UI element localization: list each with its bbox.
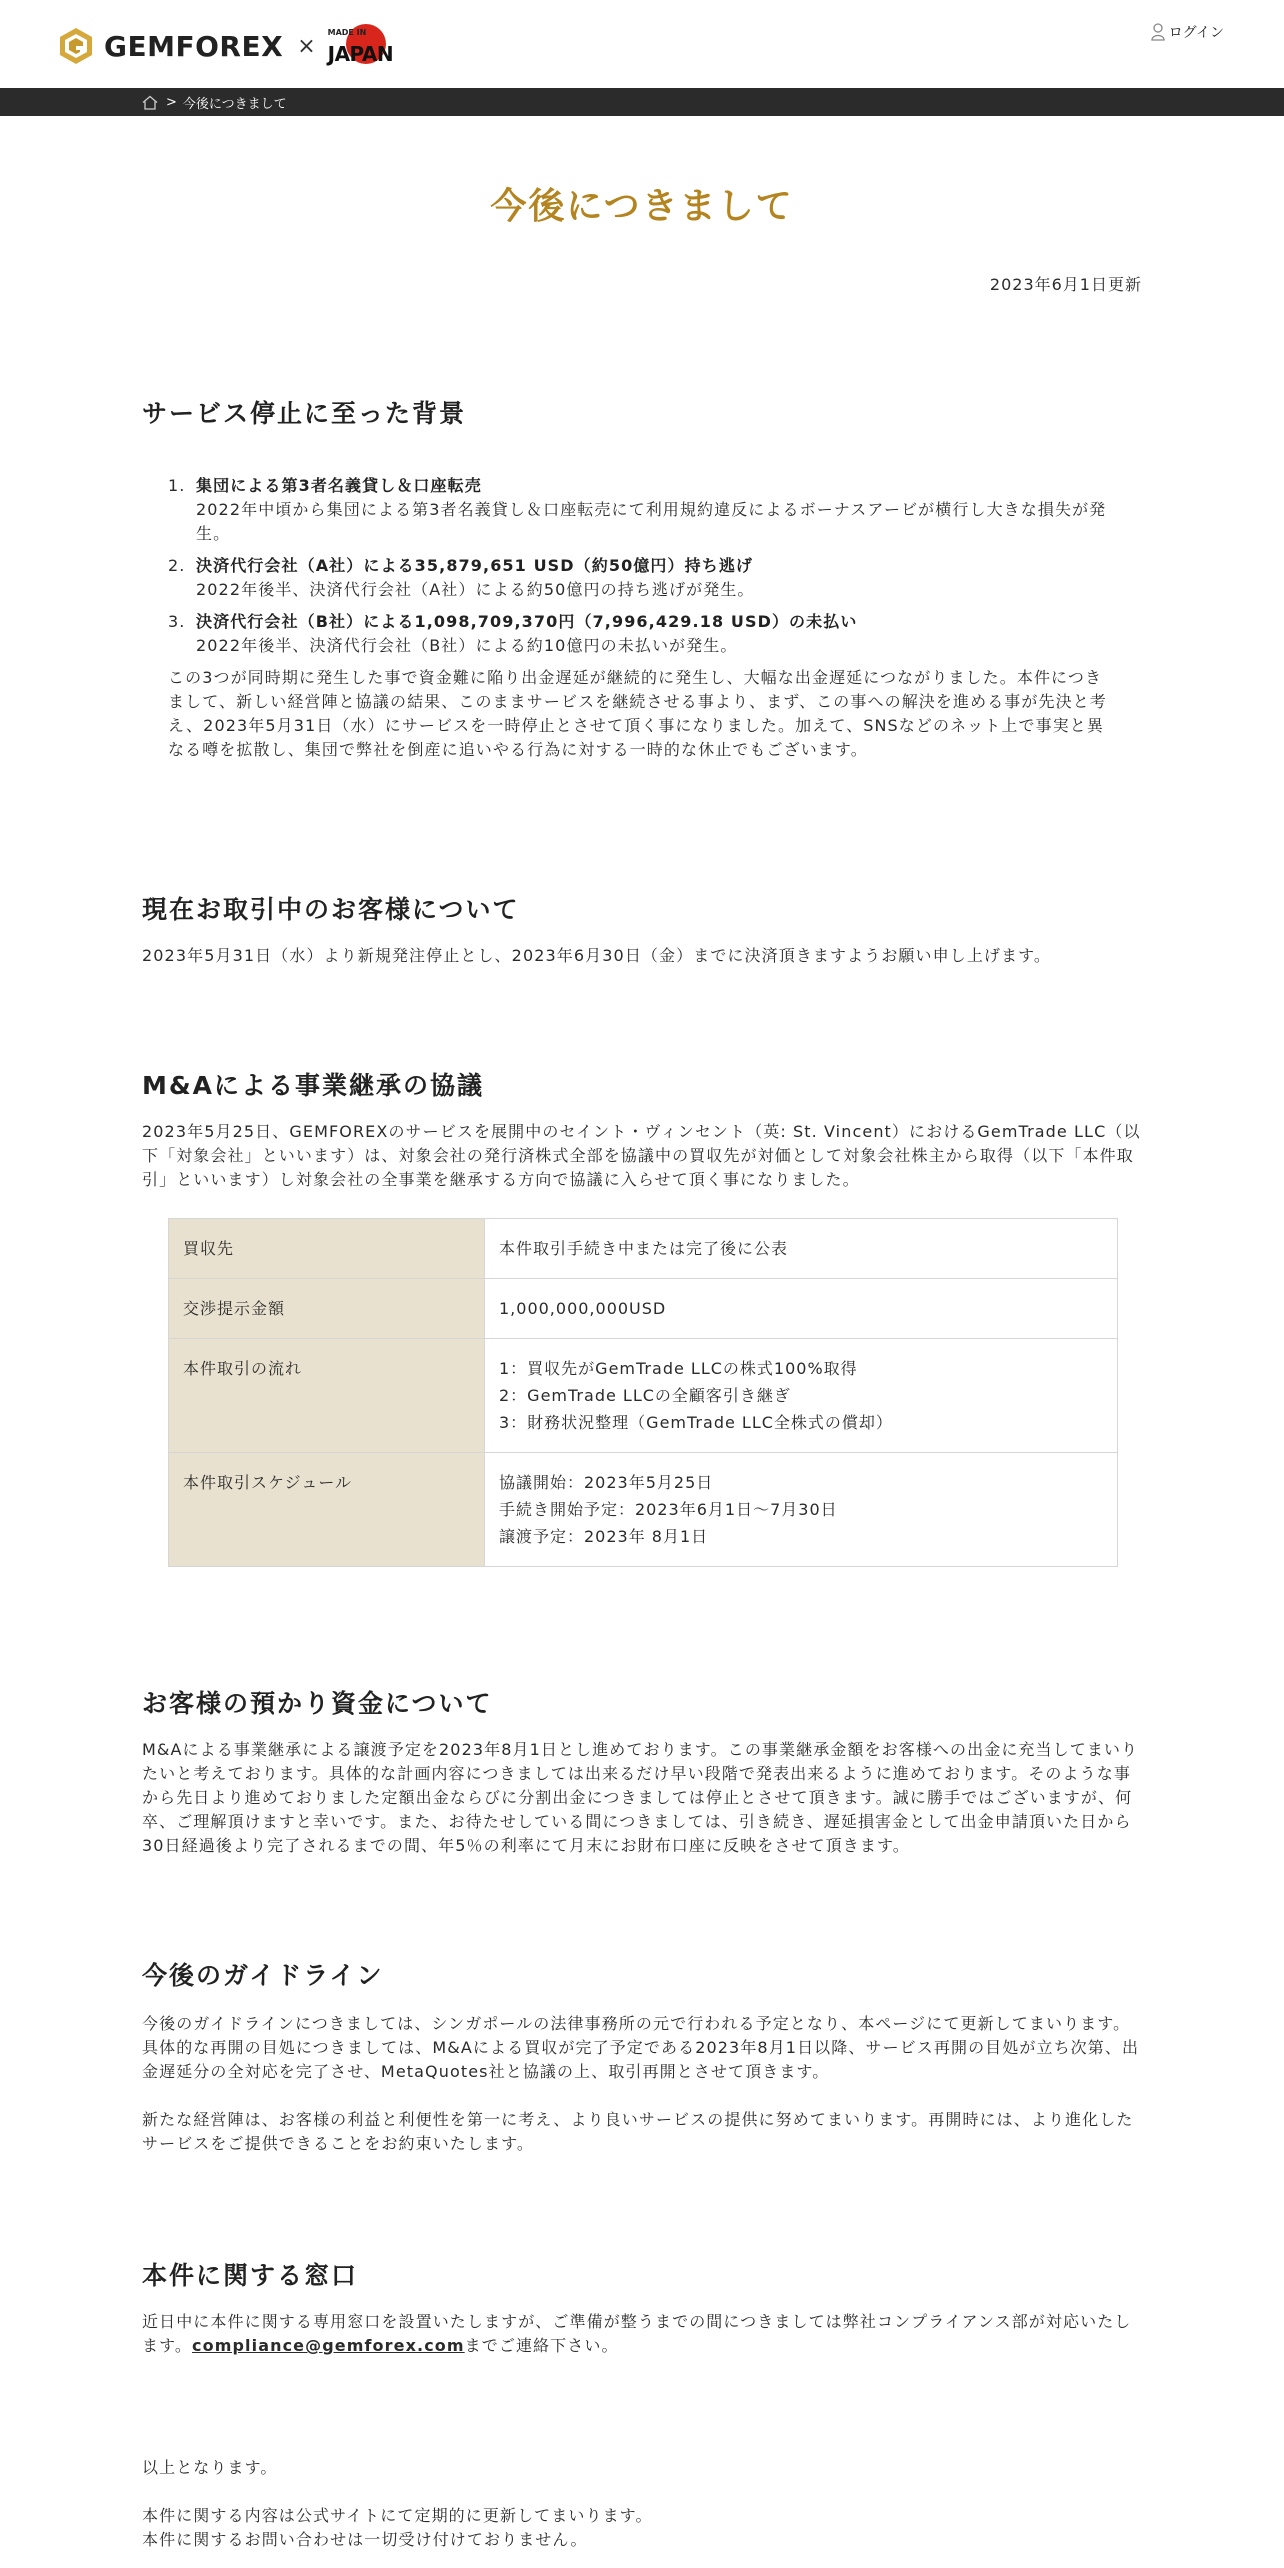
list-item-title: 決済代行会社（B社）による1,098,709,370円（7,996,429.18 USD）の未払い (196, 612, 858, 631)
page-title: 今後につきまして (490, 186, 794, 227)
list-item-body: 2022年後半、決済代行会社（B社）による約10億円の未払いが発生。 (196, 636, 738, 655)
contact-text-after: までご連絡下さい。 (464, 2336, 619, 2355)
table-value (485, 1339, 1118, 1453)
list-number: 1. (168, 476, 186, 495)
list-item (168, 474, 1118, 546)
gemforex-logo-icon (56, 26, 96, 66)
ma-text: 2023年5月25日、GEMFOREXのサービスを展開中のセイント・ヴィンセント（英: St. Vincent）におけるGemTrade LLC（以下「対象会社」といいます）は、対象会社の発行済株式全部を協議中の買収先が対価として対象会社株主から取得（以下「本件取引」といいます）し対象会社の全事業を継承する方向で協議に入らせて頂く事になりました。 (142, 1122, 1141, 1189)
table-value-line: 2：GemTrade LLCの全顧客引き継ぎ (499, 1386, 791, 1405)
home-icon[interactable] (142, 95, 158, 110)
times-symbol: × (297, 33, 316, 59)
table-value-line: 3：財務状況整理（GemTrade LLC全株式の償却） (499, 1413, 893, 1432)
table-key: 本件取引の流れ (169, 1339, 485, 1453)
updated-date: 2023年6月1日更新 (989, 275, 1142, 294)
deposits-text: M&Aによる事業継承による譲渡予定を2023年8月1日とし進めております。この事業継承金額をお客様への出金に充当してまいりたいと考えております。具体的な計画内容につきましては出来るだけ早い段階で発表出来るように進めております。そのような事から先日より進めておりました定額出金ならびに分割出金につきましては停止とさせて頂きます。誠に勝手ではございますが、何卒、ご理解頂けますと幸いです。また、お待たせしている間につきましては、引き続き、遅延損害金として出金申請頂いた日から30日経過後より完了されるまでの間、年5％の利率にて月末にお財布口座に反映をさせて頂きます。 (142, 1740, 1139, 1855)
table-row (169, 1453, 1118, 1567)
contact-text (142, 2310, 1142, 2358)
made-in-text: MADE IN (327, 28, 367, 37)
table-row (169, 1339, 1118, 1453)
list-item (168, 610, 1118, 658)
table-value-line: 手続き開始予定：2023年6月1日～7月30日 (499, 1500, 838, 1519)
list-item (168, 554, 1118, 602)
closing-line-1: 以上となります。 (142, 2458, 278, 2477)
background-summary: この3つが同時期に発生した事で資金難に陥り出金遅延が継続的に発生し、大幅な出金遅延につながりました。本件につきまして、新しい経営陣と協議の結果、このままサービスを継続させる事より、まず、この事への解決を進める事が先決と考え、2023年5月31日（水）にサービスを一時停止とさせて頂く事になりました。加えて、SNSなどのネット上で事実と異なる噂を拡散し、集団で弊社を倒産に追いやる行為に対する一時的な休止でもございます。 (168, 668, 1107, 759)
ma-details-table (168, 1218, 1118, 1567)
guidelines-text-2: 新たな経営陣は、お客様の利益と利便性を第一に考え、より良いサービスの提供に努めてまいります。再開時には、より進化したサービスをご提供できることをお約束いたします。 (142, 2110, 1134, 2153)
section-heading-contact: 本件に関する窓口 (142, 2261, 359, 2290)
breadcrumb-bar (0, 88, 1284, 116)
table-value (485, 1219, 1118, 1279)
table-value-line: 譲渡予定：2023年 8月1日 (499, 1527, 709, 1546)
compliance-email-link[interactable]: compliance@gemforex.com (192, 2336, 465, 2355)
made-in-japan-logo (328, 24, 398, 68)
table-value-line: 本件取引手続き中または完了後に公表 (499, 1239, 789, 1258)
login-link[interactable] (1151, 22, 1224, 42)
section-heading-guidelines: 今後のガイドライン (142, 1961, 384, 1990)
breadcrumb-current: 今後につきまして (182, 97, 287, 112)
current-customers-text: 2023年5月31日（水）より新規発注停止とし、2023年6月30日（金）までに決済頂きますようお願い申し上げます。 (142, 946, 1052, 965)
site-header (0, 0, 1284, 88)
list-number: 2. (168, 556, 186, 575)
background-reasons-list (168, 474, 1118, 762)
table-key: 買収先 (169, 1219, 485, 1279)
list-item-body: 2022年後半、決済代行会社（A社）による約50億円の持ち逃げが発生。 (196, 580, 755, 599)
contact-text-before: 近日中に本件に関する専用窓口を設置いたしますが、ご準備が整うまでの間につきましては弊社コンプライアンス部が対応いたします。 (142, 2312, 1132, 2355)
section-heading-background: サービス停止に至った背景 (142, 399, 467, 428)
table-key: 本件取引スケジュール (169, 1453, 485, 1567)
japan-text: JAPAN (327, 42, 394, 66)
section-heading-ma: M&Aによる事業継承の協議 (142, 1071, 485, 1100)
section-heading-current-customers: 現在お取引中のお客様について (142, 895, 520, 924)
login-label: ログイン (1168, 25, 1224, 41)
list-item-title: 決済代行会社（A社）による35,879,651 USD（約50億円）持ち逃げ (196, 556, 754, 575)
table-key: 交渉提示金額 (169, 1279, 485, 1339)
table-row (169, 1279, 1118, 1339)
user-icon (1151, 23, 1165, 41)
breadcrumb (142, 93, 287, 112)
table-value-line: 1,000,000,000USD (499, 1299, 667, 1318)
list-item-title: 集団による第3者名義貸し＆口座転売 (196, 476, 482, 495)
list-number: 3. (168, 612, 186, 631)
guidelines-text-1: 今後のガイドラインにつきましては、シンガポールの法律事務所の元で行われる予定となり、本ページにて更新してまいります。具体的な再開の目処につきましては、M&Aによる買収が完了予定である2023年8月1日以降、サービス再開の目処が立ち次第、出金遅延分の全対応を完了させ、MetaQuotes社と協議の上、取引再開とさせて頂きます。 (142, 2014, 1140, 2081)
section-heading-deposits: お客様の預かり資金について (142, 1689, 493, 1718)
closing-line-2: 本件に関する内容は公式サイトにて定期的に更新してまいります。 (142, 2506, 653, 2525)
list-item-body: 2022年中頃から集団による第3者名義貸し＆口座転売にて利用規約違反によるボーナスアービが横行し大きな損失が発生。 (196, 500, 1107, 543)
table-value-line: 1：買収先がGemTrade LLCの株式100%取得 (499, 1359, 858, 1378)
site-logo[interactable] (56, 24, 398, 68)
brand-name: GEMFOREX (104, 29, 284, 63)
table-value (485, 1279, 1118, 1339)
breadcrumb-separator: > (166, 95, 177, 110)
table-value (485, 1453, 1118, 1567)
table-row (169, 1219, 1118, 1279)
table-value-line: 協議開始：2023年5月25日 (499, 1473, 714, 1492)
closing-line-3: 本件に関するお問い合わせは一切受け付けておりません。 (142, 2530, 588, 2549)
